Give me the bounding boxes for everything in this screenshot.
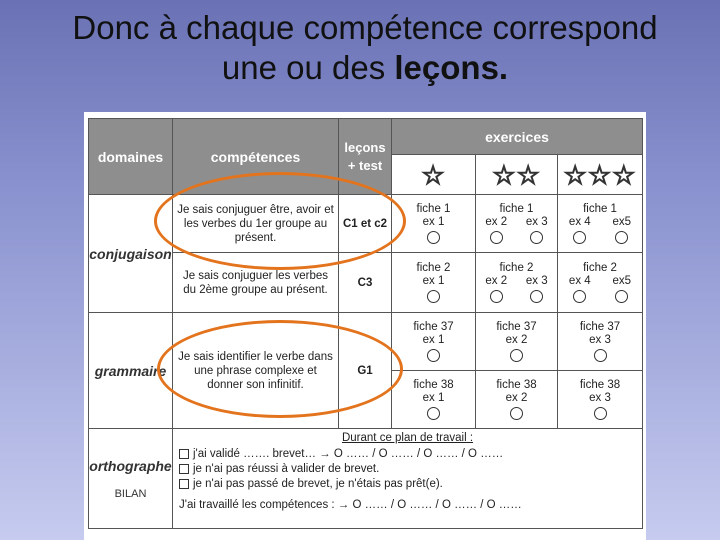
bilan-line: je n'ai pas réussi à valider de brevet. <box>193 463 380 475</box>
header-domaines: domaines <box>89 119 173 195</box>
lesson-code: C1 et c2 <box>339 195 392 253</box>
title-line-2 <box>0 48 720 88</box>
bilan-row <box>89 429 643 529</box>
fiche-label: fiche 38 <box>496 379 537 391</box>
answer-bubble[interactable] <box>510 407 523 420</box>
exercise-cell <box>476 371 558 429</box>
fiche-label: fiche 1 <box>499 203 534 215</box>
competence-text: Je sais conjuguer les verbes du 2ème groupe au présent. <box>173 253 339 313</box>
answer-bubble[interactable] <box>615 290 628 303</box>
checkbox[interactable] <box>179 464 189 474</box>
exercise-cell <box>392 253 476 313</box>
competence-table <box>88 118 643 529</box>
answer-bubble[interactable] <box>490 231 503 244</box>
answer-bubble[interactable] <box>490 290 503 303</box>
stars-level-1 <box>392 155 476 195</box>
answer-bubble[interactable] <box>530 231 543 244</box>
fiche-label: fiche 2 <box>583 262 617 274</box>
star-icon: ☆ <box>421 159 446 190</box>
competence-text: Je sais identifier le verbe dans une phrase complexe et donner son infinitif. <box>173 313 339 429</box>
exercise-cell <box>558 371 643 429</box>
bilan-box <box>173 429 643 529</box>
stars-level-2 <box>476 155 558 195</box>
ex-label: ex 1 <box>422 275 445 287</box>
exercise-cell <box>392 195 476 253</box>
fiche-label: fiche 37 <box>579 321 621 333</box>
ex-label: ex 4 <box>568 216 591 228</box>
checkbox[interactable] <box>179 479 189 489</box>
domain-label: orthographe <box>89 457 172 474</box>
exercise-cell <box>476 313 558 371</box>
fiche-label: fiche 2 <box>416 262 451 274</box>
fiche-label: fiche 1 <box>416 203 451 215</box>
ex-label: ex5 <box>612 275 632 287</box>
checkbox[interactable] <box>179 449 189 459</box>
ex-label: ex 3 <box>525 216 548 228</box>
exercise-cell <box>558 313 643 371</box>
stars-level-3 <box>558 155 643 195</box>
star-icon: ☆☆ <box>492 159 541 190</box>
ex-label: ex 3 <box>589 334 611 346</box>
bilan-title: Durant ce plan de travail : <box>341 432 474 444</box>
answer-bubble[interactable] <box>615 231 628 244</box>
exercise-cell <box>392 371 476 429</box>
answer-bubble[interactable] <box>427 231 440 244</box>
answer-bubble[interactable] <box>573 231 586 244</box>
fiche-label: fiche 38 <box>413 379 454 391</box>
header-competences: compétences <box>173 119 339 195</box>
competence-text: Je sais conjuguer être, avoir et les verbes du 1er groupe au présent. <box>173 195 339 253</box>
domain-orthographe <box>89 429 173 529</box>
bilan-line: j'ai validé ……. brevet… → O …… / O …… / O …… / O …… <box>193 448 504 460</box>
answer-bubble[interactable] <box>573 290 586 303</box>
table-row <box>89 195 643 253</box>
star-icon: ☆☆☆ <box>563 159 637 190</box>
domain-conjugaison: conjugaison <box>89 195 173 313</box>
answer-bubble[interactable] <box>510 349 523 362</box>
answer-bubble[interactable] <box>427 290 440 303</box>
fiche-label: fiche 2 <box>499 262 534 274</box>
title-line-1: Donc à chaque compétence correspond <box>72 9 658 46</box>
ex-label: ex 2 <box>505 334 528 346</box>
ex-label: ex 3 <box>589 392 611 404</box>
ex-label: ex 1 <box>422 216 445 228</box>
slide-title <box>0 8 720 88</box>
domain-grammaire: grammaire <box>89 313 173 429</box>
ex-label: ex 4 <box>568 275 591 287</box>
exercise-cell <box>476 253 558 313</box>
exercise-cell <box>558 195 643 253</box>
ex-label: ex 3 <box>525 275 548 287</box>
bilan-label: BILAN <box>114 487 147 500</box>
bilan-line: je n'ai pas passé de brevet, je n'étais pas prêt(e). <box>193 478 443 490</box>
ex-label: ex 2 <box>485 275 508 287</box>
fiche-label: fiche 37 <box>413 321 454 333</box>
header-lecons: leçons + test <box>339 119 392 195</box>
table-row <box>89 253 643 313</box>
table-row <box>89 313 643 371</box>
title-bold: leçons. <box>394 49 509 86</box>
bilan-summary: J'ai travaillé les compétences : → O …… / O …… / O …… / O …… <box>179 499 522 511</box>
exercise-cell <box>476 195 558 253</box>
answer-bubble[interactable] <box>530 290 543 303</box>
exercise-cell <box>392 313 476 371</box>
worksheet-image <box>84 112 646 540</box>
fiche-label: fiche 38 <box>579 379 621 391</box>
answer-bubble[interactable] <box>594 349 607 362</box>
ex-label: ex 1 <box>422 392 445 404</box>
ex-label: ex 2 <box>485 216 508 228</box>
lesson-code: G1 <box>339 313 392 429</box>
answer-bubble[interactable] <box>427 407 440 420</box>
ex-label: ex5 <box>612 216 632 228</box>
answer-bubble[interactable] <box>427 349 440 362</box>
exercise-cell <box>558 253 643 313</box>
fiche-label: fiche 1 <box>583 203 617 215</box>
answer-bubble[interactable] <box>594 407 607 420</box>
header-exercices: exercices <box>392 119 643 155</box>
ex-label: ex 1 <box>422 334 445 346</box>
title-plain: une ou des <box>221 49 395 86</box>
lesson-code: C3 <box>339 253 392 313</box>
ex-label: ex 2 <box>505 392 528 404</box>
fiche-label: fiche 37 <box>496 321 537 333</box>
